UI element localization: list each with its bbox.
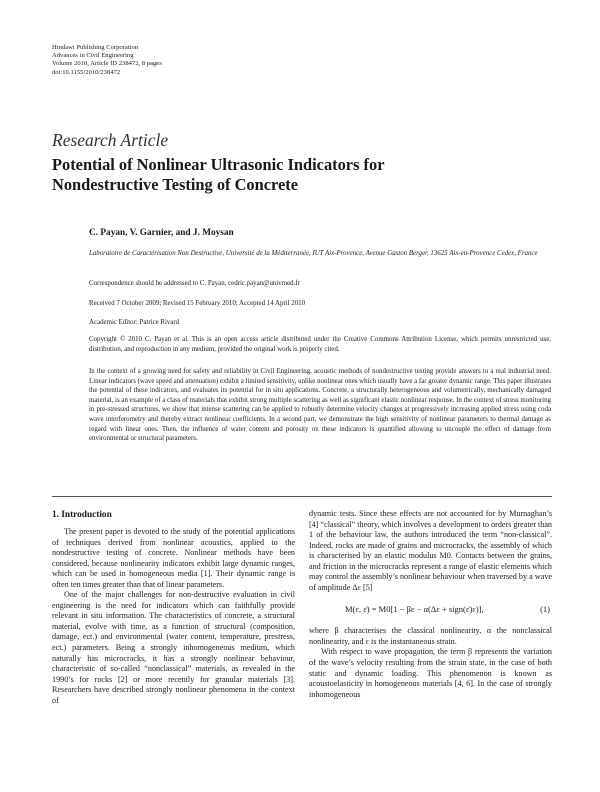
- authors: C. Payan, V. Garnier, and J. Moysan: [89, 228, 234, 238]
- title-line-1: Potential of Nonlinear Ultrasonic Indicators for: [52, 155, 385, 174]
- equation-expression: M(ε, ε̇) = M0[1 − βε − α(Δε + sign(ε̇)ε)],: [345, 604, 484, 615]
- right-column: [309, 509, 552, 700]
- volume-line: Volume 2010, Article ID 238472, 8 pages: [52, 60, 162, 68]
- divider: [52, 496, 552, 497]
- equation-number: (1): [540, 604, 550, 615]
- dates: Received 7 October 2009; Revised 15 February 2010; Accepted 14 April 2010: [89, 300, 306, 307]
- publisher: Hindawi Publishing Corporation: [52, 44, 139, 51]
- left-column: [52, 509, 295, 706]
- intro-paragraph-2: One of the major challenges for non-destructive evaluation in civil engineering is the need for indicators which can faithfully provide relevant in situ information. The characteristics of concrete, a structural material, evolve with time, as a function of structural (composition, damage, ect.) and environmental (water content, temperature, prestress, ect.) parameters. Being a strongly inhomogeneous medium, which naturally has microcracks, it has a strongly nonlinear behaviour, characteristic of so-called “nonclassical” materials, as revealed in the 1990’s for rocks [2] or more recently for granular materials [3]. Researchers have described strongly nonlinear phenomena in the context of: [52, 590, 295, 705]
- doi: doi:10.1155/2010/238472: [52, 68, 121, 76]
- copyright: Copyright © 2010 C. Payan et al. This is an open access article distributed under the Creative Commons Attribution License, which permits unrestricted use, distribution, and reproduction in any medium, provided the original work is properly cited.: [89, 336, 551, 353]
- paper-title: [52, 155, 552, 195]
- right-paragraph-1: dynamic tests. Since these effects are not accounted for by Murnaghan’s [4] “classical” theory, which involves a development to orders greater than 1 of the behaviour law, the authors introduced the term “non-classical”. Indeed, rocks are made of grains and microcracks, the assembly of which is characterised by an elastic modulus M0. Contacts between the grains, and friction in the microcracks represent a range of elastic elements which may control the assembly’s nonlinear behaviour when traversed by a wave of amplitude Δε [5]: [309, 509, 552, 592]
- affiliation: Laboratoire de Caractérisation Non Destructive, Université de la Méditerranée, IUT Aix-Provence, Avenue Gaston Berger, 13625 Aix-en-Provence Cedex, France: [89, 250, 538, 257]
- right-paragraph-3: With respect to wave propagation, the term β represents the variation of the wave’s velocity resulting from the strain state, in the case of both static and dynamic loading. This phenomenon is known as acoustoelasticity in homogeneous materials [4, 6]. In the case of strongly inhomogeneous: [309, 647, 552, 699]
- journal-name: Advances in Civil Engineering: [52, 52, 134, 60]
- title-line-2: Nondestructive Testing of Concrete: [52, 175, 298, 194]
- intro-paragraph-1: The present paper is devoted to the study of the potential applications of techniques derived from nonlinear acoustics, applied to the nondestructive testing of concrete. Nonlinear methods have been considered, because nonlinearity indicators exhibit large dynamic ranges, which can be used in homogeneous media [1]. Their dynamic range is often ten times greater than that of linear parameters.: [52, 527, 295, 589]
- article-type: Research Article: [52, 130, 169, 150]
- academic-editor: Academic Editor: Patrice Rivard: [89, 319, 180, 326]
- section-heading: 1. Introduction: [52, 510, 112, 520]
- equation-1: [309, 596, 552, 626]
- correspondence: Correspondence should be addressed to C. Payan, cedric.payan@univmed.fr: [89, 280, 300, 287]
- journal-header: [52, 44, 162, 77]
- right-paragraph-2: where β characterises the classical nonlinearity, α the nonclassical nonlinearity, and ε is the instantaneous strain.: [309, 626, 552, 646]
- abstract: In the context of a growing need for safety and reliability in Civil Engineering, acoustic methods of nondestructive testing provide answers to a real industrial need. Linear indicators (wave speed and attenuation) exhibit a limited sensitivity, unlike nonlinear ones which usually have a far greater dynamic range. This paper illustrates the potential of these indicators, and evaluates its potential for in situ applications. Concrete, a structurally heterogeneous and volumetrically, mechanically damaged material, is an example of a class of materials that exhibit strong multiple scattering as well as significant elastic nonlinear response. In the context of stress monitoring in pre-stressed structures, we show that intense scattering can be applied to robustly determine velocity changes at progressively increasing applied stress using coda wave interferometry and thereby extract nonlinear coefficients. In a second part, we demonstrate the high sensitivity of nonlinear parameters to thermal damage as regard with linear ones. Then, the influence of water content and porosity on these indicators is quantified allowing to uncouple the effect of damage from environmental or structural parameters.: [89, 368, 551, 443]
